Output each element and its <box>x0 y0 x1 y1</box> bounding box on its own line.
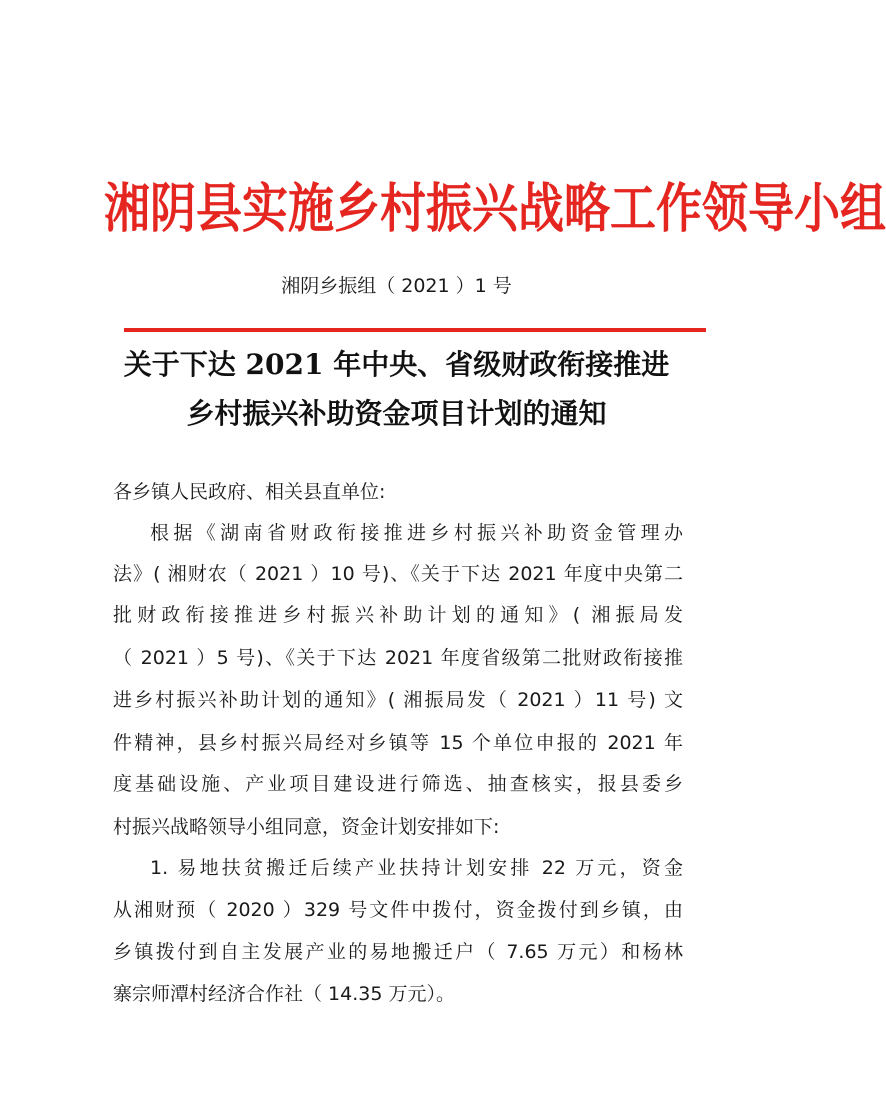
paragraph-2-line: 乡镇拨付到自主发展产业的易地搬迁户（ 7.65 万元）和杨林 <box>113 941 683 963</box>
document-number: 湘阴乡振组（ 2021 ）1 号 <box>281 275 512 297</box>
paragraph-1-line: 批财政衔接推进乡村振兴补助计划的通知》( 湘振局发 <box>113 604 683 626</box>
paragraph-2-line: 寨宗师潭村经济合作社（ 14.35 万元）。 <box>113 983 455 1005</box>
paragraph-1-line: 进乡村振兴补助计划的通知》( 湘振局发（ 2021 ）11 号) 文 <box>113 689 683 711</box>
document-title-line-1: 关于下达 2021 年中央、省级财政衔接推进 <box>123 348 670 381</box>
paragraph-1-line: 根据《湖南省财政衔接推进乡村振兴补助资金管理办 <box>150 522 683 544</box>
paragraph-2-line: 1. 易地扶贫搬迁后续产业扶持计划安排 22 万元，资金 <box>150 857 683 879</box>
paragraph-1-line: 度基础设施、产业项目建设进行筛选、抽查核实，报县委乡 <box>113 773 683 795</box>
paragraph-1-line: 件精神，县乡村振兴局经对乡镇等 15 个单位申报的 2021 年 <box>113 732 683 754</box>
paragraph-2-line: 从湘财预（ 2020 ）329 号文件中拨付，资金拨付到乡镇，由 <box>113 899 683 921</box>
paragraph-1-line: 法》( 湘财农（ 2021 ）10 号)、《关于下达 2021 年度中央第二 <box>113 563 683 585</box>
paragraph-1-line: （ 2021 ）5 号)、《关于下达 2021 年度省级第二批财政衔接推 <box>113 647 683 669</box>
red-divider <box>124 328 706 332</box>
salutation: 各乡镇人民政府、相关县直单位: <box>113 481 386 503</box>
document-title-line-2: 乡村振兴补助资金项目计划的通知 <box>186 397 607 430</box>
organization-header: 湘阴县实施乡村振兴战略工作领导小组 <box>104 176 886 240</box>
paragraph-1-line: 村振兴战略领导小组同意，资金计划安排如下: <box>113 816 500 838</box>
